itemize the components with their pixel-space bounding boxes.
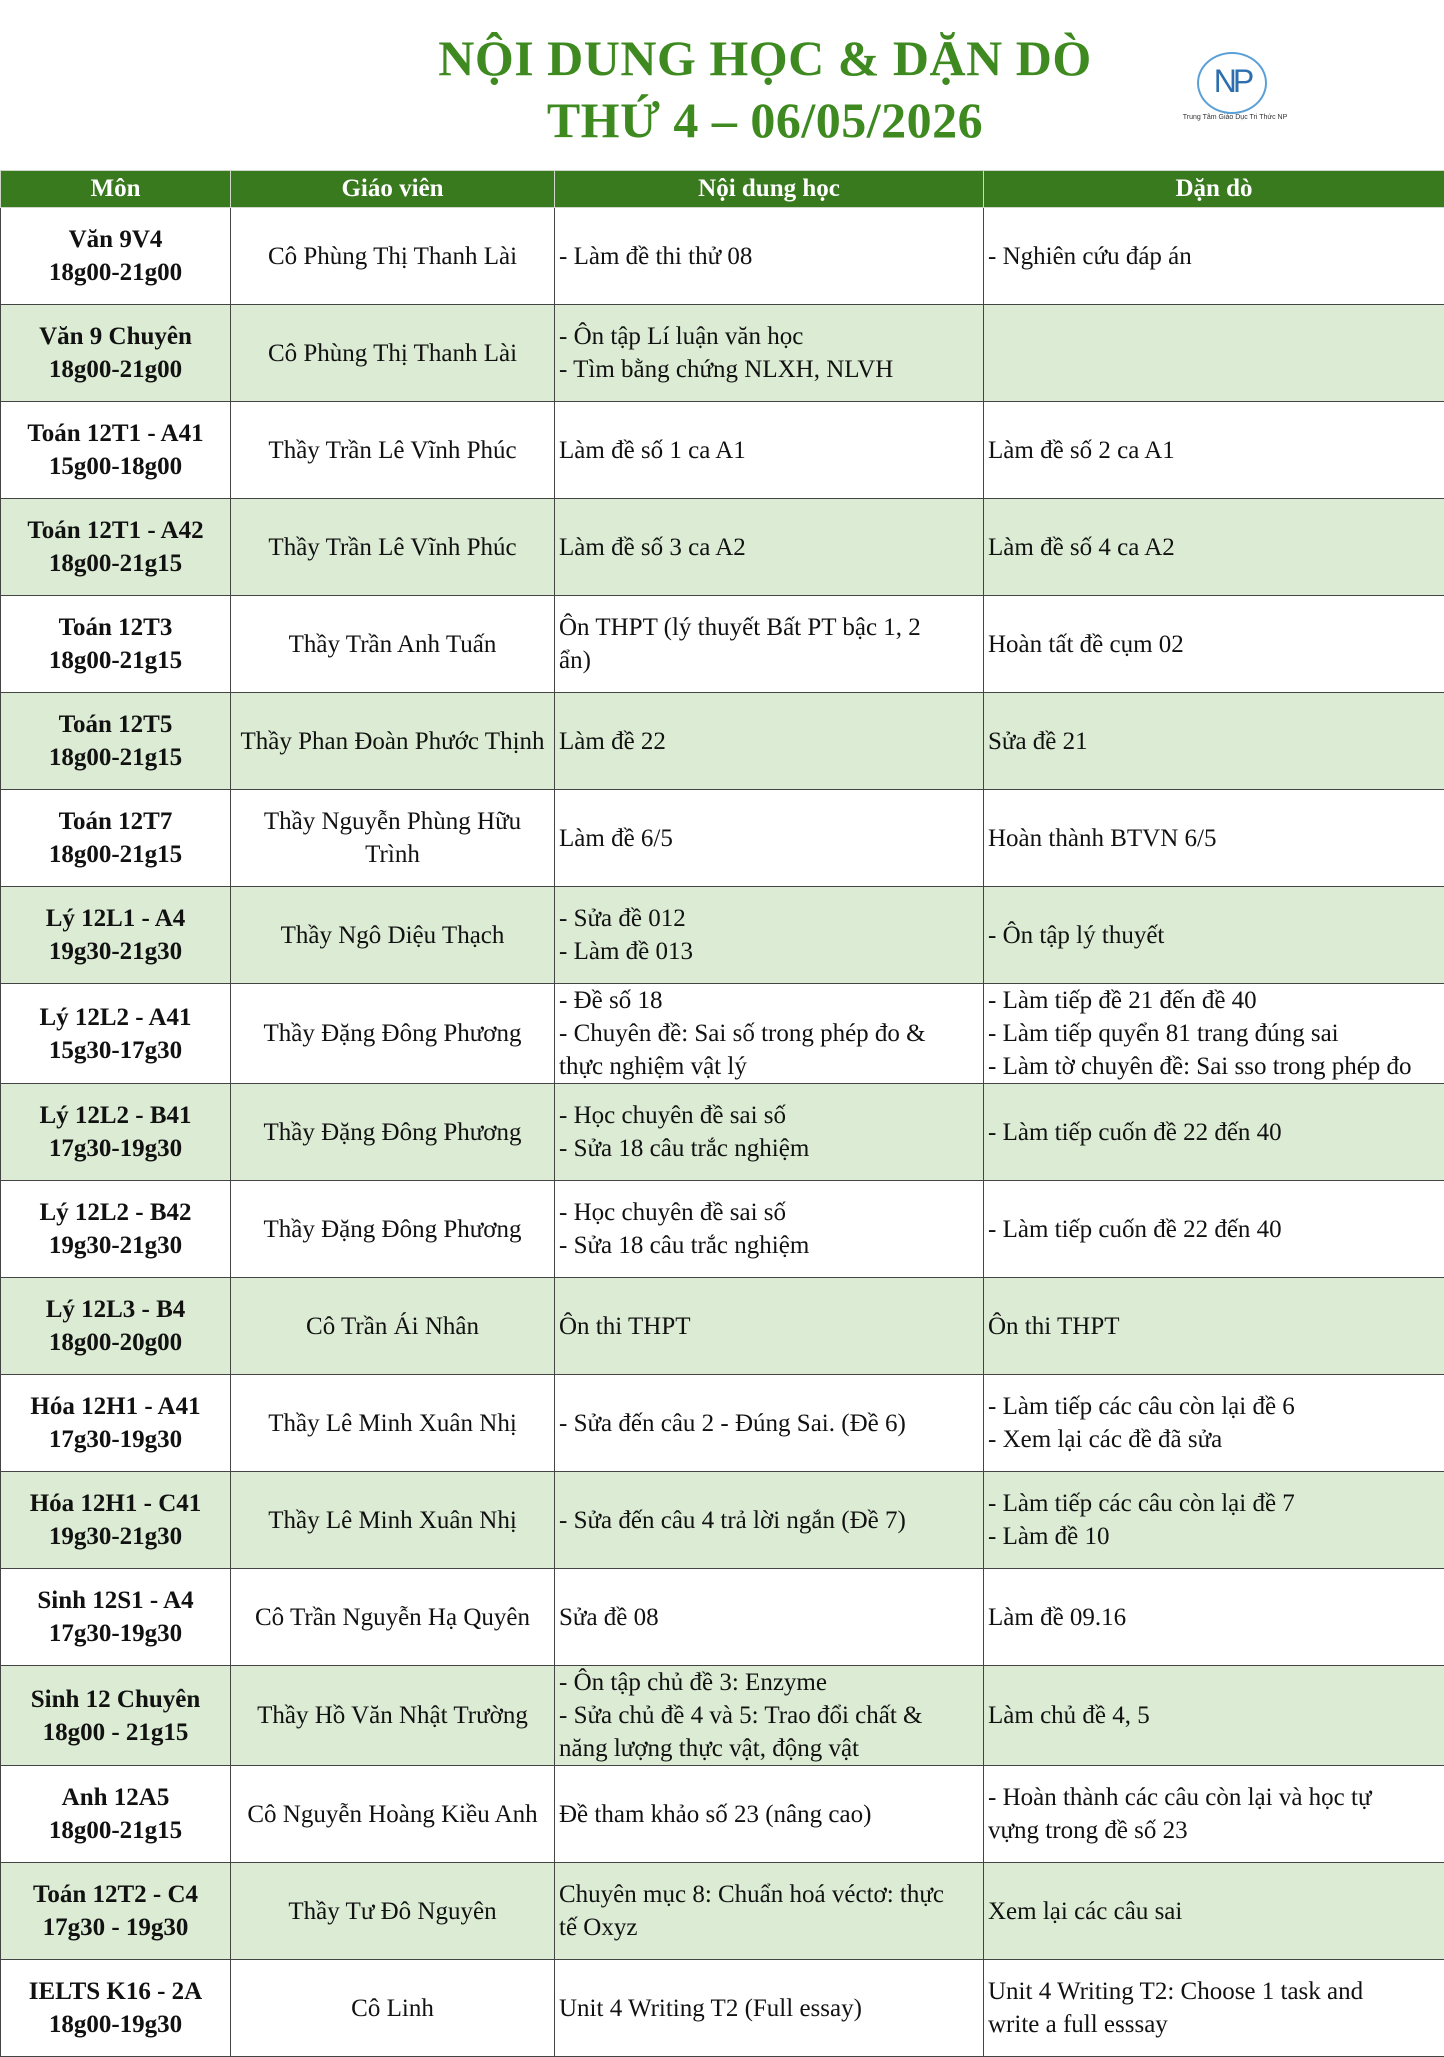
subject-name: Toán 12T5 — [5, 708, 226, 741]
homework-line: - Làm tiếp các câu còn lại đề 6 — [988, 1390, 1440, 1423]
homework-line: vựng trong đề số 23 — [988, 1814, 1440, 1847]
teacher-name: Thầy Ngô Diệu Thạch — [281, 922, 505, 949]
teacher-name: Cô Phùng Thị Thanh Lài — [268, 243, 517, 270]
subject-cell — [1, 984, 231, 1084]
class-time: 18g00 - 21g15 — [5, 1716, 226, 1749]
subject-cell — [1, 305, 231, 402]
subject-name: Anh 12A5 — [5, 1781, 226, 1814]
table-row — [1, 596, 1444, 693]
teacher-name: Thầy Đặng Đông Phương — [264, 1216, 522, 1243]
table-row — [1, 693, 1444, 790]
content-cell — [555, 1766, 984, 1863]
homework-cell — [984, 1960, 1444, 2057]
teacher-name: Thầy Đặng Đông Phương — [264, 1020, 522, 1047]
table-row — [1, 402, 1444, 499]
teacher-name: Cô Phùng Thị Thanh Lài — [268, 340, 517, 367]
content-cell — [555, 1375, 984, 1472]
class-time: 19g30-21g30 — [5, 935, 226, 968]
homework-cell — [984, 693, 1444, 790]
table-row — [1, 208, 1444, 305]
teacher-cell — [231, 1863, 555, 1960]
class-time: 18g00-19g30 — [5, 2008, 226, 2041]
class-time: 18g00-21g00 — [5, 353, 226, 386]
subject-cell — [1, 1181, 231, 1278]
teacher-name: Thầy Tư Đô Nguyên — [288, 1898, 496, 1925]
class-time: 18g00-21g15 — [5, 838, 226, 871]
homework-line: - Làm tiếp đề 21 đến đề 40 — [988, 984, 1440, 1017]
homework-cell — [984, 1569, 1444, 1666]
subject-cell — [1, 1084, 231, 1181]
homework-line: - Hoàn thành các câu còn lại và học tự — [988, 1781, 1440, 1814]
class-time: 18g00-21g15 — [5, 547, 226, 580]
teacher-cell — [231, 1181, 555, 1278]
homework-line: Làm đề số 4 ca A2 — [988, 531, 1440, 564]
class-time: 18g00-21g15 — [5, 1814, 226, 1847]
homework-line: Làm đề 09.16 — [988, 1601, 1440, 1634]
homework-cell — [984, 499, 1444, 596]
logo-subtitle: Trung Tâm Giáo Dục Tri Thức NP — [1170, 114, 1300, 121]
class-time: 18g00-21g15 — [5, 644, 226, 677]
content-line: thực nghiệm vật lý — [559, 1050, 979, 1083]
column-header-content: Nội dung học — [555, 171, 984, 208]
subject-cell — [1, 1278, 231, 1375]
content-cell — [555, 1181, 984, 1278]
teacher-name: Thầy Nguyễn Phùng Hữu Trình — [264, 808, 521, 868]
homework-cell — [984, 1766, 1444, 1863]
homework-line: - Ôn tập lý thuyết — [988, 919, 1440, 952]
content-line: Đề tham khảo số 23 (nâng cao) — [559, 1798, 979, 1831]
teacher-cell — [231, 402, 555, 499]
homework-cell — [984, 596, 1444, 693]
content-line: - Ôn tập Lí luận văn học — [559, 320, 979, 353]
subject-name: Toán 12T1 - A41 — [5, 417, 226, 450]
subject-name: Văn 9 Chuyên — [5, 320, 226, 353]
subject-cell — [1, 1375, 231, 1472]
subject-name: Lý 12L2 - B41 — [5, 1099, 226, 1132]
subject-cell — [1, 208, 231, 305]
content-line: - Sửa 18 câu trắc nghiệm — [559, 1132, 979, 1165]
homework-cell — [984, 1181, 1444, 1278]
homework-cell — [984, 1666, 1444, 1766]
logo-text: NP — [1197, 52, 1267, 110]
content-cell — [555, 305, 984, 402]
content-line: - Sửa chủ đề 4 và 5: Trao đổi chất & — [559, 1699, 979, 1732]
subject-cell — [1, 1569, 231, 1666]
homework-cell — [984, 1278, 1444, 1375]
content-cell — [555, 1960, 984, 2057]
content-cell — [555, 499, 984, 596]
subject-name: Hóa 12H1 - A41 — [5, 1390, 226, 1423]
content-line: - Đề số 18 — [559, 984, 979, 1017]
homework-line: Hoàn thành BTVN 6/5 — [988, 822, 1440, 855]
table-row — [1, 1375, 1444, 1472]
homework-line: Làm đề số 2 ca A1 — [988, 434, 1440, 467]
subject-cell — [1, 499, 231, 596]
homework-line: write a full esssay — [988, 2008, 1440, 2041]
subject-name: Toán 12T7 — [5, 805, 226, 838]
content-line: - Làm đề 013 — [559, 935, 979, 968]
content-line: - Sửa đến câu 2 - Đúng Sai. (Đề 6) — [559, 1407, 979, 1440]
subject-name: Hóa 12H1 - C41 — [5, 1487, 226, 1520]
homework-cell — [984, 1375, 1444, 1472]
content-line: - Sửa đề 012 — [559, 902, 979, 935]
subject-name: Sinh 12S1 - A4 — [5, 1584, 226, 1617]
table-row — [1, 984, 1444, 1084]
content-line: - Làm đề thi thử 08 — [559, 240, 979, 273]
teacher-name: Cô Nguyễn Hoàng Kiều Anh — [247, 1801, 537, 1828]
teacher-name: Thầy Trần Anh Tuấn — [289, 631, 497, 658]
class-time: 18g00-21g00 — [5, 256, 226, 289]
subject-cell — [1, 402, 231, 499]
column-header-subject: Môn — [1, 171, 231, 208]
teacher-name: Thầy Trần Lê Vĩnh Phúc — [268, 534, 516, 561]
teacher-cell — [231, 1472, 555, 1569]
teacher-name: Thầy Trần Lê Vĩnh Phúc — [268, 437, 516, 464]
subject-name: Lý 12L3 - B4 — [5, 1293, 226, 1326]
teacher-name: Cô Trần Ái Nhân — [306, 1313, 479, 1340]
page-date: THỨ 4 – 06/05/2026 — [0, 95, 1444, 145]
teacher-cell — [231, 1278, 555, 1375]
class-time: 15g00-18g00 — [5, 450, 226, 483]
subject-name: IELTS K16 - 2A — [5, 1975, 226, 2008]
class-time: 17g30-19g30 — [5, 1132, 226, 1165]
homework-line: - Nghiên cứu đáp án — [988, 240, 1440, 273]
subject-name: Văn 9V4 — [5, 223, 226, 256]
homework-line: Unit 4 Writing T2: Choose 1 task and — [988, 1975, 1440, 2008]
homework-cell — [984, 402, 1444, 499]
content-cell — [555, 1278, 984, 1375]
teacher-cell — [231, 596, 555, 693]
subject-name: Sinh 12 Chuyên — [5, 1683, 226, 1716]
subject-cell — [1, 1863, 231, 1960]
table-row — [1, 1084, 1444, 1181]
page-header — [0, 0, 1444, 170]
logo — [1170, 48, 1300, 133]
column-header-teacher: Giáo viên — [231, 171, 555, 208]
teacher-cell — [231, 1960, 555, 2057]
table-row — [1, 1960, 1444, 2057]
table-row — [1, 499, 1444, 596]
content-line: Sửa đề 08 — [559, 1601, 979, 1634]
content-line: ẩn) — [559, 644, 979, 677]
content-cell — [555, 208, 984, 305]
class-time: 19g30-21g30 — [5, 1520, 226, 1553]
content-cell — [555, 1084, 984, 1181]
column-header-homework: Dặn dò — [984, 171, 1444, 208]
content-cell — [555, 693, 984, 790]
content-line: Làm đề số 3 ca A2 — [559, 531, 979, 564]
content-line: tế Oxyz — [559, 1911, 979, 1944]
subject-cell — [1, 1666, 231, 1766]
subject-cell — [1, 693, 231, 790]
content-line: - Học chuyên đề sai số — [559, 1099, 979, 1132]
content-line: Unit 4 Writing T2 (Full essay) — [559, 1992, 979, 2025]
content-cell — [555, 596, 984, 693]
content-line: Làm đề 22 — [559, 725, 979, 758]
teacher-cell — [231, 887, 555, 984]
table-row — [1, 1666, 1444, 1766]
content-cell — [555, 402, 984, 499]
subject-name: Lý 12L2 - A41 — [5, 1001, 226, 1034]
teacher-name: Cô Trần Nguyễn Hạ Quyên — [255, 1604, 530, 1631]
table-row — [1, 1766, 1444, 1863]
content-line: Chuyên mục 8: Chuẩn hoá véctơ: thực — [559, 1878, 979, 1911]
subject-cell — [1, 887, 231, 984]
content-line: - Ôn tập chủ đề 3: Enzyme — [559, 1666, 979, 1699]
subject-cell — [1, 1472, 231, 1569]
homework-cell — [984, 887, 1444, 984]
homework-line: Xem lại các câu sai — [988, 1895, 1440, 1928]
homework-line: - Xem lại các đề đã sửa — [988, 1423, 1440, 1456]
table-row — [1, 1863, 1444, 1960]
teacher-cell — [231, 305, 555, 402]
subject-cell — [1, 1960, 231, 2057]
homework-line: Ôn thi THPT — [988, 1310, 1440, 1343]
homework-line: Làm chủ đề 4, 5 — [988, 1699, 1440, 1732]
homework-cell — [984, 790, 1444, 887]
teacher-name: Thầy Hồ Văn Nhật Trường — [257, 1702, 528, 1729]
homework-cell — [984, 1084, 1444, 1181]
content-cell — [555, 887, 984, 984]
teacher-cell — [231, 208, 555, 305]
homework-cell — [984, 305, 1444, 402]
content-line: - Học chuyên đề sai số — [559, 1196, 979, 1229]
homework-line: - Làm tiếp cuốn đề 22 đến 40 — [988, 1116, 1440, 1149]
content-cell — [555, 1666, 984, 1766]
table-row — [1, 1472, 1444, 1569]
subject-cell — [1, 1766, 231, 1863]
subject-name: Lý 12L2 - B42 — [5, 1196, 226, 1229]
class-time: 18g00-21g15 — [5, 741, 226, 774]
content-cell — [555, 984, 984, 1084]
teacher-cell — [231, 1666, 555, 1766]
content-line: năng lượng thực vật, động vật — [559, 1732, 979, 1765]
table-row — [1, 790, 1444, 887]
teacher-name: Thầy Phan Đoàn Phước Thịnh — [240, 728, 544, 755]
homework-cell — [984, 208, 1444, 305]
content-line: - Sửa 18 câu trắc nghiệm — [559, 1229, 979, 1262]
teacher-cell — [231, 984, 555, 1084]
content-cell — [555, 1472, 984, 1569]
homework-cell — [984, 1863, 1444, 1960]
homework-cell — [984, 1472, 1444, 1569]
class-time: 15g30-17g30 — [5, 1034, 226, 1067]
class-time: 19g30-21g30 — [5, 1229, 226, 1262]
class-time: 17g30-19g30 — [5, 1617, 226, 1650]
teacher-name: Thầy Lê Minh Xuân Nhị — [268, 1507, 517, 1534]
subject-name: Toán 12T1 - A42 — [5, 514, 226, 547]
subject-name: Toán 12T3 — [5, 611, 226, 644]
content-line: - Tìm bằng chứng NLXH, NLVH — [559, 353, 979, 386]
table-row — [1, 1569, 1444, 1666]
teacher-cell — [231, 1084, 555, 1181]
homework-line: Sửa đề 21 — [988, 725, 1440, 758]
teacher-name: Cô Linh — [351, 1995, 434, 2022]
teacher-cell — [231, 1375, 555, 1472]
subject-cell — [1, 790, 231, 887]
table-row — [1, 1278, 1444, 1375]
homework-line: - Làm tiếp cuốn đề 22 đến 40 — [988, 1213, 1440, 1246]
schedule-table — [0, 170, 1444, 2057]
teacher-cell — [231, 499, 555, 596]
teacher-cell — [231, 1766, 555, 1863]
homework-line: Hoàn tất đề cụm 02 — [988, 628, 1440, 661]
teacher-cell — [231, 693, 555, 790]
class-time: 18g00-20g00 — [5, 1326, 226, 1359]
homework-cell — [984, 984, 1444, 1084]
content-cell — [555, 1569, 984, 1666]
teacher-name: Thầy Đặng Đông Phương — [264, 1119, 522, 1146]
content-cell — [555, 1863, 984, 1960]
table-row — [1, 887, 1444, 984]
content-line: Làm đề 6/5 — [559, 822, 979, 855]
content-line: Làm đề số 1 ca A1 — [559, 434, 979, 467]
table-header-row — [1, 171, 1444, 208]
content-cell — [555, 790, 984, 887]
class-time: 17g30 - 19g30 — [5, 1911, 226, 1944]
content-line: Ôn thi THPT — [559, 1310, 979, 1343]
table-row — [1, 1181, 1444, 1278]
teacher-name: Thầy Lê Minh Xuân Nhị — [268, 1410, 517, 1437]
subject-name: Toán 12T2 - C4 — [5, 1878, 226, 1911]
content-line: - Chuyên đề: Sai số trong phép đo & — [559, 1017, 979, 1050]
homework-line: - Làm tiếp các câu còn lại đề 7 — [988, 1487, 1440, 1520]
homework-line: - Làm đề 10 — [988, 1520, 1440, 1553]
content-line: - Sửa đến câu 4 trả lời ngắn (Đề 7) — [559, 1504, 979, 1537]
homework-line: - Làm tờ chuyên đề: Sai sso trong phép đo — [988, 1050, 1440, 1083]
subject-cell — [1, 596, 231, 693]
table-row — [1, 305, 1444, 402]
teacher-cell — [231, 1569, 555, 1666]
homework-line: - Làm tiếp quyển 81 trang đúng sai — [988, 1017, 1440, 1050]
subject-name: Lý 12L1 - A4 — [5, 902, 226, 935]
teacher-cell — [231, 790, 555, 887]
class-time: 17g30-19g30 — [5, 1423, 226, 1456]
page-title: NỘI DUNG HỌC & DẶN DÒ — [0, 33, 1444, 83]
content-line: Ôn THPT (lý thuyết Bất PT bậc 1, 2 — [559, 611, 979, 644]
